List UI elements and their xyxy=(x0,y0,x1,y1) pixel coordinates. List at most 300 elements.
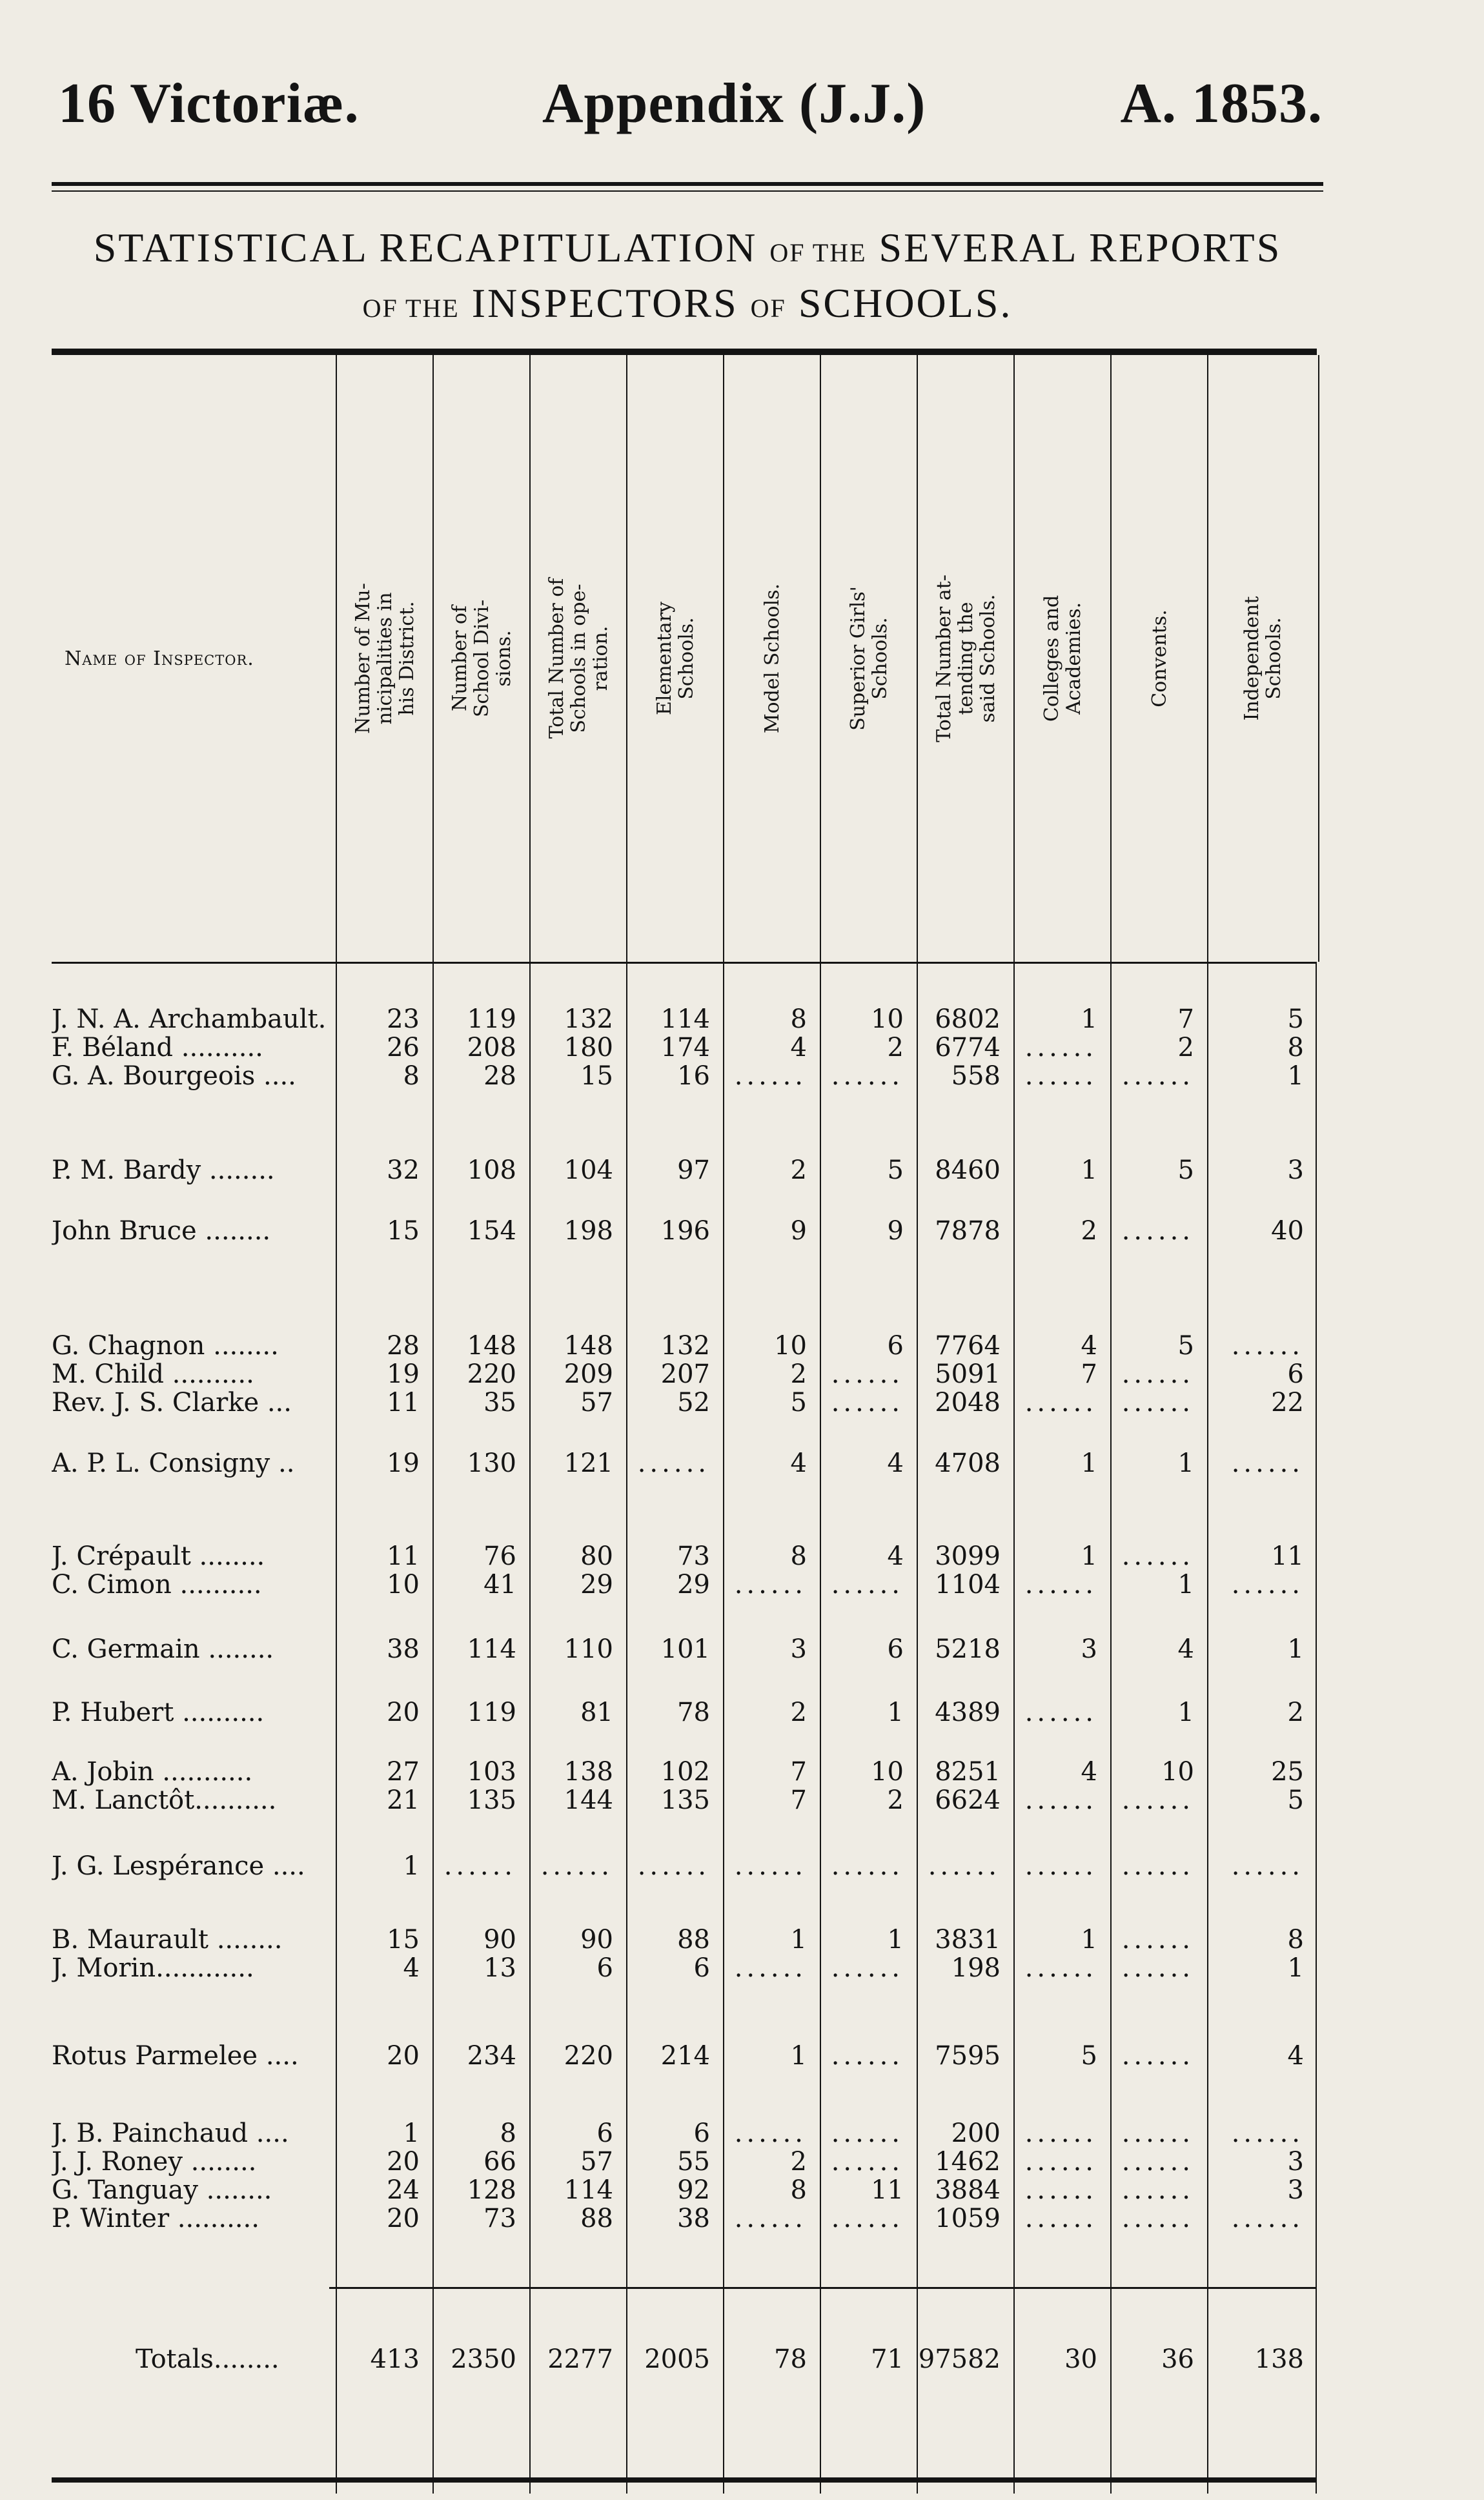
column-rule xyxy=(336,964,337,2494)
total-convents: 36 xyxy=(1161,2344,1194,2374)
inspector-name: J. Morin............ xyxy=(52,1954,254,1982)
cell-model: ...... xyxy=(734,1570,807,1600)
table-row xyxy=(52,1758,1317,1786)
document-title xyxy=(52,223,1323,334)
cell-colleges: 4 xyxy=(1081,1757,1097,1787)
inspector-name: G. A. Bourgeois .... xyxy=(52,1062,296,1090)
cell-convents: ...... xyxy=(1121,2204,1194,2233)
cell-total-schools: 148 xyxy=(564,1331,613,1361)
cell-municipalities: 24 xyxy=(387,2175,420,2205)
inspector-name: P. Hubert .......... xyxy=(52,1698,265,1727)
cell-convents: ...... xyxy=(1121,2119,1194,2148)
cell-total-schools: 80 xyxy=(580,1541,613,1571)
cell-independent: 8 xyxy=(1287,1033,1304,1062)
cell-attending: 4389 xyxy=(935,1698,1001,1727)
cell-model: 9 xyxy=(790,1216,807,1246)
cell-superior-girls: 4 xyxy=(887,1448,904,1478)
cell-total-schools: 110 xyxy=(564,1634,613,1664)
cell-elementary: 92 xyxy=(677,2175,710,2205)
cell-divisions: 208 xyxy=(467,1033,516,1062)
cell-colleges: ...... xyxy=(1024,2204,1097,2233)
cell-total-schools: 88 xyxy=(580,2204,613,2233)
cell-superior-girls: ...... xyxy=(831,1953,904,1983)
cell-divisions: 119 xyxy=(467,1698,516,1727)
cell-colleges: ...... xyxy=(1024,1388,1097,1418)
inspector-name: P. M. Bardy ........ xyxy=(52,1156,275,1184)
table-row xyxy=(52,1449,1317,1478)
cell-attending: 2048 xyxy=(935,1388,1001,1418)
cell-colleges: ...... xyxy=(1024,1061,1097,1091)
column-rule xyxy=(1110,964,1112,2494)
cell-divisions: 28 xyxy=(483,1061,516,1091)
inspector-name: G. Chagnon ........ xyxy=(52,1332,279,1360)
total-independent: 138 xyxy=(1254,2344,1304,2374)
cell-attending: 3831 xyxy=(935,1925,1001,1955)
cell-colleges: ...... xyxy=(1024,1851,1097,1881)
cell-independent: 40 xyxy=(1271,1216,1304,1246)
cell-municipalities: 15 xyxy=(387,1216,420,1246)
cell-total-schools: ...... xyxy=(540,1851,613,1881)
column-header-label: Independent Schools. xyxy=(1241,596,1285,721)
table-row xyxy=(52,1005,1317,1033)
table-row xyxy=(52,1786,1317,1814)
cell-attending: 7595 xyxy=(935,2041,1001,2071)
cell-divisions: 114 xyxy=(467,1634,516,1664)
inspector-name: B. Maurault ........ xyxy=(52,1926,283,1954)
table-row xyxy=(52,1570,1317,1599)
table-row xyxy=(52,2042,1317,2070)
cell-colleges: 1 xyxy=(1081,1448,1097,1478)
cell-model: 4 xyxy=(790,1033,807,1062)
title-part: OF THE xyxy=(769,238,867,267)
cell-convents: ...... xyxy=(1121,1216,1194,1246)
cell-convents: ...... xyxy=(1121,2041,1194,2071)
cell-attending: 1104 xyxy=(935,1570,1001,1600)
column-rule xyxy=(723,964,724,2494)
column-header-independent xyxy=(1207,355,1319,962)
column-header-label: Number of Mu- nicipalities in his District. xyxy=(352,583,418,734)
cell-independent: 3 xyxy=(1287,2175,1304,2205)
column-rule xyxy=(1013,964,1015,2494)
session-label: 16 Victoriæ. xyxy=(58,72,360,135)
cell-independent: 3 xyxy=(1287,2147,1304,2177)
cell-independent: 25 xyxy=(1271,1757,1304,1787)
cell-divisions: 35 xyxy=(483,1388,516,1418)
table-row xyxy=(52,1156,1317,1184)
cell-divisions: 154 xyxy=(467,1216,516,1246)
cell-divisions: 128 xyxy=(467,2175,516,2205)
cell-convents: ...... xyxy=(1121,1953,1194,1983)
cell-attending: 3884 xyxy=(935,2175,1001,2205)
inspector-name: Rev. J. S. Clarke ... xyxy=(52,1388,292,1417)
inspector-name: J. N. A. Archambault. xyxy=(52,1005,327,1033)
cell-independent: 2 xyxy=(1287,1698,1304,1727)
cell-colleges: ...... xyxy=(1024,1953,1097,1983)
cell-colleges: ...... xyxy=(1024,2119,1097,2148)
inspector-name: J. Crépault ........ xyxy=(52,1542,265,1570)
cell-colleges: ...... xyxy=(1024,1785,1097,1815)
cell-independent: ...... xyxy=(1231,2204,1304,2233)
cell-divisions: 103 xyxy=(467,1757,516,1787)
cell-model: 1 xyxy=(790,1925,807,1955)
total-model: 78 xyxy=(774,2344,807,2374)
inspector-name: C. Germain ........ xyxy=(52,1635,274,1663)
cell-attending: 6624 xyxy=(935,1785,1001,1815)
cell-superior-girls: 2 xyxy=(887,1033,904,1062)
cell-model: 10 xyxy=(774,1331,807,1361)
inspector-name: J. J. Roney ........ xyxy=(52,2148,257,2176)
cell-elementary: 102 xyxy=(660,1757,710,1787)
cell-attending: 8251 xyxy=(935,1757,1001,1787)
total-colleges: 30 xyxy=(1064,2344,1097,2374)
table-bottom-rule xyxy=(52,2477,1317,2483)
cell-municipalities: 1 xyxy=(403,2119,420,2148)
cell-superior-girls: ...... xyxy=(831,2204,904,2233)
column-rule xyxy=(529,964,531,2494)
cell-divisions: 73 xyxy=(483,2204,516,2233)
cell-independent: ...... xyxy=(1231,1448,1304,1478)
total-attending: 97582 xyxy=(918,2344,1001,2374)
column-rule xyxy=(917,964,918,2494)
cell-divisions: 108 xyxy=(467,1155,516,1185)
cell-colleges: ...... xyxy=(1024,1698,1097,1727)
cell-elementary: 38 xyxy=(677,2204,710,2233)
column-header-model xyxy=(723,355,821,962)
column-rule xyxy=(626,964,627,2494)
inspector-name: M. Child .......... xyxy=(52,1360,254,1388)
cell-total-schools: 81 xyxy=(580,1698,613,1727)
column-header-label: Convents. xyxy=(1148,609,1171,707)
inspector-name: F. Béland .......... xyxy=(52,1033,263,1062)
year-label: A. 1853. xyxy=(1120,72,1323,135)
cell-superior-girls: ...... xyxy=(831,2041,904,2071)
inspector-name: J. B. Painchaud .... xyxy=(52,2119,289,2148)
table-row xyxy=(52,1926,1317,1954)
cell-convents: 4 xyxy=(1177,1634,1194,1664)
cell-convents: ...... xyxy=(1121,1785,1194,1815)
table-row xyxy=(52,2119,1317,2148)
totals-row xyxy=(52,2345,1317,2373)
total-divisions: 2350 xyxy=(451,2344,516,2374)
cell-total-schools: 180 xyxy=(564,1033,613,1062)
column-header-total-attending xyxy=(917,355,1015,962)
cell-total-schools: 15 xyxy=(580,1061,613,1091)
cell-elementary: 174 xyxy=(660,1033,710,1062)
cell-convents: ...... xyxy=(1121,1061,1194,1091)
cell-attending: 7878 xyxy=(935,1216,1001,1246)
cell-convents: ...... xyxy=(1121,1359,1194,1389)
cell-convents: 1 xyxy=(1177,1448,1194,1478)
cell-divisions: 220 xyxy=(467,1359,516,1389)
cell-convents: ...... xyxy=(1121,2147,1194,2177)
cell-attending: 1462 xyxy=(935,2147,1001,2177)
cell-superior-girls: 4 xyxy=(887,1541,904,1571)
cell-superior-girls: 2 xyxy=(887,1785,904,1815)
cell-elementary: 73 xyxy=(677,1541,710,1571)
cell-elementary: 196 xyxy=(660,1216,710,1246)
inspector-name: J. G. Lespérance .... xyxy=(52,1852,305,1880)
cell-colleges: 4 xyxy=(1081,1331,1097,1361)
cell-municipalities: 10 xyxy=(387,1570,420,1600)
cell-convents: 5 xyxy=(1177,1155,1194,1185)
cell-divisions: 66 xyxy=(483,2147,516,2177)
cell-elementary: 88 xyxy=(677,1925,710,1955)
cell-model: 7 xyxy=(790,1757,807,1787)
cell-municipalities: 20 xyxy=(387,2041,420,2071)
table-row xyxy=(52,2148,1317,2176)
cell-elementary: 52 xyxy=(677,1388,710,1418)
cell-divisions: 119 xyxy=(467,1004,516,1034)
cell-model: 7 xyxy=(790,1785,807,1815)
cell-independent: 1 xyxy=(1287,1953,1304,1983)
cell-model: 2 xyxy=(790,1359,807,1389)
cell-colleges: 1 xyxy=(1081,1004,1097,1034)
cell-colleges: 5 xyxy=(1081,2041,1097,2071)
cell-superior-girls: ...... xyxy=(831,1388,904,1418)
cell-superior-girls: ...... xyxy=(831,2147,904,2177)
cell-superior-girls: 6 xyxy=(887,1634,904,1664)
cell-elementary: 135 xyxy=(660,1785,710,1815)
cell-convents: ...... xyxy=(1121,1925,1194,1955)
cell-superior-girls: 6 xyxy=(887,1331,904,1361)
inspector-name: M. Lanctôt.......... xyxy=(52,1786,277,1814)
cell-elementary: 29 xyxy=(677,1570,710,1600)
cell-attending: 1059 xyxy=(935,2204,1001,2233)
cell-total-schools: 198 xyxy=(564,1216,613,1246)
table-row xyxy=(52,1852,1317,1880)
cell-convents: 2 xyxy=(1177,1033,1194,1062)
cell-total-schools: 6 xyxy=(596,2119,613,2148)
cell-municipalities: 4 xyxy=(403,1953,420,1983)
table-row xyxy=(52,1954,1317,1982)
cell-independent: 4 xyxy=(1287,2041,1304,2071)
cell-divisions: 41 xyxy=(483,1570,516,1600)
column-rule xyxy=(432,964,434,2494)
column-header-label: Number of School Divi- sions. xyxy=(449,599,515,718)
table-header xyxy=(52,355,1317,964)
cell-divisions: 13 xyxy=(483,1953,516,1983)
cell-attending: 198 xyxy=(951,1953,1001,1983)
cell-independent: ...... xyxy=(1231,1331,1304,1361)
column-header-label: Colleges and Academies. xyxy=(1041,595,1085,722)
cell-divisions: 135 xyxy=(467,1785,516,1815)
cell-elementary: 132 xyxy=(660,1331,710,1361)
column-header-label: Total Number at- tending the said Schools. xyxy=(933,574,999,742)
cell-municipalities: 11 xyxy=(387,1388,420,1418)
inspector-name: Rotus Parmelee .... xyxy=(52,2042,299,2070)
column-header-label: Total Number of Schools in ope- ration. xyxy=(545,578,612,739)
inspector-name: G. Tanguay ........ xyxy=(52,2176,272,2204)
inspector-name: John Bruce ........ xyxy=(52,1217,271,1245)
cell-convents: ...... xyxy=(1121,2175,1194,2205)
column-header-colleges xyxy=(1013,355,1112,962)
cell-total-schools: 209 xyxy=(564,1359,613,1389)
cell-divisions: 8 xyxy=(500,2119,516,2148)
cell-elementary: 114 xyxy=(660,1004,710,1034)
cell-colleges: 1 xyxy=(1081,1925,1097,1955)
cell-colleges: ...... xyxy=(1024,1033,1097,1062)
cell-municipalities: 27 xyxy=(387,1757,420,1787)
cell-elementary: 6 xyxy=(693,2119,710,2148)
total-superior-girls: 71 xyxy=(871,2344,904,2374)
cell-superior-girls: 5 xyxy=(887,1155,904,1185)
cell-total-schools: 132 xyxy=(564,1004,613,1034)
cell-total-schools: 138 xyxy=(564,1757,613,1787)
cell-convents: 1 xyxy=(1177,1698,1194,1727)
title-part: SCHOOLS. xyxy=(798,280,1013,326)
cell-total-schools: 144 xyxy=(564,1785,613,1815)
column-rule xyxy=(1316,964,1317,2494)
column-header-total-schools xyxy=(529,355,627,962)
cell-total-schools: 90 xyxy=(580,1925,613,1955)
column-header-label: Model Schools. xyxy=(761,583,784,734)
cell-elementary: 16 xyxy=(677,1061,710,1091)
cell-attending: ...... xyxy=(928,1851,1001,1881)
cell-convents: ...... xyxy=(1121,1851,1194,1881)
cell-colleges: ...... xyxy=(1024,2147,1097,2177)
totals-label: Totals........ xyxy=(136,2345,280,2373)
cell-attending: 558 xyxy=(951,1061,1001,1091)
table-row xyxy=(52,1062,1317,1090)
cell-colleges: ...... xyxy=(1024,2175,1097,2205)
cell-independent: 6 xyxy=(1287,1359,1304,1389)
header-rule-thick xyxy=(52,182,1323,186)
table-row xyxy=(52,1542,1317,1570)
cell-model: ...... xyxy=(734,1953,807,1983)
cell-model: 4 xyxy=(790,1448,807,1478)
cell-independent: ...... xyxy=(1231,1851,1304,1881)
cell-attending: 200 xyxy=(951,2119,1001,2148)
inspector-name: P. Winter .......... xyxy=(52,2204,259,2233)
cell-superior-girls: ...... xyxy=(831,1851,904,1881)
cell-elementary: ...... xyxy=(637,1448,710,1478)
total-total-schools: 2277 xyxy=(547,2344,613,2374)
title-part: STATISTICAL RECAPITULATION xyxy=(93,225,758,270)
table-top-rule xyxy=(52,349,1317,355)
cell-municipalities: 8 xyxy=(403,1061,420,1091)
cell-total-schools: 104 xyxy=(564,1155,613,1185)
cell-colleges: ...... xyxy=(1024,1570,1097,1600)
cell-superior-girls: 10 xyxy=(871,1004,904,1034)
header-rule-thin xyxy=(52,190,1323,192)
cell-superior-girls: ...... xyxy=(831,2119,904,2148)
cell-municipalities: 21 xyxy=(387,1785,420,1815)
cell-superior-girls: 11 xyxy=(871,2175,904,2205)
cell-convents: 7 xyxy=(1177,1004,1194,1034)
cell-divisions: 234 xyxy=(467,2041,516,2071)
cell-elementary: 78 xyxy=(677,1698,710,1727)
inspector-name: A. Jobin ........... xyxy=(52,1758,253,1786)
cell-convents: 5 xyxy=(1177,1331,1194,1361)
cell-colleges: 7 xyxy=(1081,1359,1097,1389)
table-row xyxy=(52,1360,1317,1388)
cell-municipalities: 1 xyxy=(403,1851,420,1881)
cell-municipalities: 19 xyxy=(387,1359,420,1389)
cell-attending: 5218 xyxy=(935,1634,1001,1664)
cell-attending: 5091 xyxy=(935,1359,1001,1389)
cell-model: ...... xyxy=(734,1061,807,1091)
cell-attending: 6774 xyxy=(935,1033,1001,1062)
table-row xyxy=(52,1332,1317,1360)
cell-model: 2 xyxy=(790,1698,807,1727)
cell-model: ...... xyxy=(734,2119,807,2148)
cell-attending: 6802 xyxy=(935,1004,1001,1034)
table-row xyxy=(52,2204,1317,2233)
table-body xyxy=(52,964,1317,2500)
cell-municipalities: 20 xyxy=(387,1698,420,1727)
cell-model: ...... xyxy=(734,1851,807,1881)
cell-independent: ...... xyxy=(1231,2119,1304,2148)
cell-divisions: 90 xyxy=(483,1925,516,1955)
cell-municipalities: 20 xyxy=(387,2147,420,2177)
cell-elementary: 55 xyxy=(677,2147,710,2177)
title-part: INSPECTORS xyxy=(471,280,738,326)
cell-superior-girls: 9 xyxy=(887,1216,904,1246)
cell-independent: ...... xyxy=(1231,1570,1304,1600)
cell-convents: 10 xyxy=(1161,1757,1194,1787)
page-header xyxy=(52,71,1323,161)
cell-model: 3 xyxy=(790,1634,807,1664)
cell-municipalities: 15 xyxy=(387,1925,420,1955)
column-rule xyxy=(1207,964,1208,2494)
cell-independent: 22 xyxy=(1271,1388,1304,1418)
cell-municipalities: 32 xyxy=(387,1155,420,1185)
cell-model: 1 xyxy=(790,2041,807,2071)
cell-total-schools: 220 xyxy=(564,2041,613,2071)
cell-attending: 4708 xyxy=(935,1448,1001,1478)
cell-municipalities: 20 xyxy=(387,2204,420,2233)
cell-independent: 3 xyxy=(1287,1155,1304,1185)
column-header-name: Name of Inspector. xyxy=(65,647,254,670)
cell-elementary: 6 xyxy=(693,1953,710,1983)
cell-model: 8 xyxy=(790,2175,807,2205)
cell-convents: 1 xyxy=(1177,1570,1194,1600)
cell-model: 2 xyxy=(790,1155,807,1185)
cell-independent: 1 xyxy=(1287,1061,1304,1091)
cell-elementary: 101 xyxy=(660,1634,710,1664)
cell-elementary: 97 xyxy=(677,1155,710,1185)
cell-superior-girls: ...... xyxy=(831,1570,904,1600)
cell-municipalities: 11 xyxy=(387,1541,420,1571)
table-row xyxy=(52,1635,1317,1663)
cell-total-schools: 114 xyxy=(564,2175,613,2205)
cell-independent: 11 xyxy=(1271,1541,1304,1571)
column-header-elementary xyxy=(626,355,724,962)
cell-superior-girls: 10 xyxy=(871,1757,904,1787)
cell-colleges: 2 xyxy=(1081,1216,1097,1246)
cell-attending: 8460 xyxy=(935,1155,1001,1185)
total-elementary: 2005 xyxy=(644,2344,710,2374)
cell-colleges: 1 xyxy=(1081,1541,1097,1571)
cell-total-schools: 29 xyxy=(580,1570,613,1600)
cell-superior-girls: 1 xyxy=(887,1698,904,1727)
cell-municipalities: 26 xyxy=(387,1033,420,1062)
column-header-school-divisions xyxy=(432,355,531,962)
table-row xyxy=(52,1033,1317,1062)
title-part: OF THE xyxy=(362,294,460,323)
cell-independent: 1 xyxy=(1287,1634,1304,1664)
cell-model: 8 xyxy=(790,1541,807,1571)
column-header-convents xyxy=(1110,355,1208,962)
cell-divisions: 130 xyxy=(467,1448,516,1478)
cell-elementary: 214 xyxy=(660,2041,710,2071)
cell-municipalities: 28 xyxy=(387,1331,420,1361)
cell-total-schools: 121 xyxy=(564,1448,613,1478)
cell-elementary: ...... xyxy=(637,1851,710,1881)
cell-superior-girls: ...... xyxy=(831,1061,904,1091)
cell-divisions: 148 xyxy=(467,1331,516,1361)
cell-model: ...... xyxy=(734,2204,807,2233)
